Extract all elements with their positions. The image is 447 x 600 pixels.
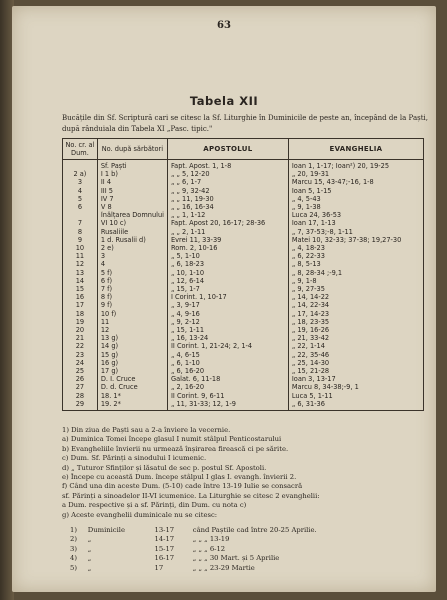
table-row xyxy=(63,318,424,326)
cell-evanghelia: „ 14, 22-34 xyxy=(288,301,423,309)
footnote-line: a) Duminica Tomei începe glasul I numit stâlpul Penticostarului xyxy=(62,435,282,444)
cell-evanghelia: „ 19, 16-26 xyxy=(288,326,423,334)
schedule-text: „ „ „ 6-12 xyxy=(192,544,226,553)
cell-apostol: I Corint. 1, 10-17 xyxy=(167,293,288,301)
cell-no: 6 f) xyxy=(97,277,167,285)
table-row xyxy=(63,178,424,186)
table-row xyxy=(63,170,424,178)
table-row xyxy=(63,160,424,171)
header-nr: No. cr. al Dum. xyxy=(63,139,98,160)
intro-paragraph: Bucățile din Sf. Scriptură cari se citesc la Sf. Liturghie în Duminicile de peste an, începând de la Paști, după rânduiala din Tabela XI „Pasc. tipic." xyxy=(62,114,428,133)
table-row xyxy=(63,326,424,334)
schedule-text: „ „ „ 23-29 Martie xyxy=(192,563,255,572)
table-row xyxy=(63,252,424,260)
cell-no: D. d. Cruce xyxy=(97,383,167,391)
cell-apostol: „ 5, 1-10 xyxy=(167,252,288,260)
cell-nr: 11 xyxy=(63,252,98,260)
cell-nr: 7 xyxy=(63,219,98,227)
schedule-label: „ xyxy=(87,554,92,563)
cell-no: Înălțarea Domnului xyxy=(97,211,167,219)
cell-no: 17 g) xyxy=(97,367,167,375)
cell-apostol: „ 12, 6-14 xyxy=(167,277,288,285)
table-header-row xyxy=(63,139,424,160)
cell-nr xyxy=(63,211,98,219)
cell-nr: 23 xyxy=(63,351,98,359)
schedule-range: 17 xyxy=(154,563,164,572)
table-row xyxy=(63,293,424,301)
header-apostol: APOSTOLUL xyxy=(167,139,288,160)
table-row xyxy=(63,195,424,203)
cell-nr: 3 xyxy=(63,178,98,186)
footnote-line: sf. Părinți a sinoadelor II-VI icumenice. La Liturghie se citesc 2 evanghelii: xyxy=(62,491,320,500)
footnote-line: e) Începe cu această Dum. începe stâlpul I glas I. evangh. învierii 2. xyxy=(62,473,297,482)
cell-nr: 5 xyxy=(63,195,98,203)
footnote-line: a Dum. respective și a sf. Părinți, din Dum. cu nota c) xyxy=(62,501,247,510)
cell-nr: 22 xyxy=(63,342,98,350)
cell-no: Sf. Paști xyxy=(97,160,167,171)
cell-apostol: „ 6, 1-10 xyxy=(167,359,288,367)
table-row xyxy=(63,359,424,367)
schedule-row xyxy=(70,545,400,554)
cell-evanghelia: „ 21, 33-42 xyxy=(288,334,423,342)
cell-apostol: „ 10, 1-10 xyxy=(167,269,288,277)
cell-nr: 8 xyxy=(63,228,98,236)
cell-nr: 17 xyxy=(63,301,98,309)
table-row xyxy=(63,375,424,383)
cell-apostol: Rom. 2, 10-16 xyxy=(167,244,288,252)
table-row xyxy=(63,351,424,359)
table-row xyxy=(63,269,424,277)
cell-no: 9 f) xyxy=(97,301,167,309)
gospel-omission-schedule xyxy=(70,526,400,573)
cell-no: 5 f) xyxy=(97,269,167,277)
schedule-label: „ xyxy=(87,535,92,544)
schedule-row xyxy=(70,535,400,544)
cell-nr: 27 xyxy=(63,383,98,391)
cell-no: 7 f) xyxy=(97,285,167,293)
schedule-range: 13-17 xyxy=(154,526,175,534)
cell-no: III 5 xyxy=(97,187,167,195)
schedule-range: 16-17 xyxy=(154,554,175,563)
book-page xyxy=(12,6,436,592)
cell-nr: 15 xyxy=(63,285,98,293)
cell-apostol: „ 11, 31-33; 12, 1-9 xyxy=(167,400,288,411)
table-row xyxy=(63,285,424,293)
cell-nr: 21 xyxy=(63,334,98,342)
cell-nr: 9 xyxy=(63,236,98,244)
footnote-line: f) Când una din aceste Dum. (5-10) cade între 13-19 Iulie se consacră xyxy=(62,482,303,491)
cell-no: 8 f) xyxy=(97,293,167,301)
schedule-range: 14-17 xyxy=(154,535,175,544)
schedule-row xyxy=(70,564,400,573)
footnote-line: 1) Din ziua de Paști sau a 2-a înviere la vecernie. xyxy=(62,426,231,434)
cell-apostol: „ 15, 1-11 xyxy=(167,326,288,334)
table-row xyxy=(63,219,424,227)
footnote-line: b) Evangheliile învierii nu urmează înșirarea firească ci pe sărite. xyxy=(62,444,289,453)
cell-apostol: „ 4, 9-16 xyxy=(167,310,288,318)
cell-evanghelia: „ 8, 28-34 ;-9,1 xyxy=(288,269,423,277)
cell-evanghelia: „ 25, 14-30 xyxy=(288,359,423,367)
cell-evanghelia: „ 20, 19-31 xyxy=(288,170,423,178)
table-row xyxy=(63,244,424,252)
table-row xyxy=(63,367,424,375)
cell-apostol: „ „ 2, 1-11 xyxy=(167,228,288,236)
cell-evanghelia: „ 17, 14-23 xyxy=(288,310,423,318)
cell-apostol: „ 6, 16-20 xyxy=(167,367,288,375)
cell-apostol: II Corint. 9, 6-11 xyxy=(167,392,288,400)
cell-evanghelia: „ 6, 31-36 xyxy=(288,400,423,411)
cell-nr: 10 xyxy=(63,244,98,252)
cell-nr: 4 xyxy=(63,187,98,195)
cell-apostol: „ 16, 13-24 xyxy=(167,334,288,342)
schedule-label: Duminicile xyxy=(87,526,125,534)
cell-apostol: „ „ 6, 1-7 xyxy=(167,178,288,186)
cell-nr: 16 xyxy=(63,293,98,301)
cell-apostol: II Corint. 1, 21-24; 2, 1-4 xyxy=(167,342,288,350)
cell-apostol: Fapt. Apost 20, 16-17; 28-36 xyxy=(167,219,288,227)
table-title: Tabela XII xyxy=(189,94,259,108)
table-row xyxy=(63,277,424,285)
cell-nr: 18 xyxy=(63,310,98,318)
table-row xyxy=(63,211,424,219)
cell-nr: 12 xyxy=(63,260,98,268)
cell-no: IV 7 xyxy=(97,195,167,203)
table-row xyxy=(63,334,424,342)
table-row xyxy=(63,236,424,244)
footnote-line: c) Dum. Sf. Părinți a sinodului I icumenic. xyxy=(62,454,207,463)
cell-apostol: „ 2, 16-20 xyxy=(167,383,288,391)
cell-nr: 13 xyxy=(63,269,98,277)
cell-apostol: „ 3, 9-17 xyxy=(167,301,288,309)
schedule-row xyxy=(70,554,400,563)
header-evanghelia: EVANGHELIA xyxy=(288,139,423,160)
schedule-idx: 2) xyxy=(70,535,77,544)
cell-nr: 14 xyxy=(63,277,98,285)
table-row xyxy=(63,228,424,236)
cell-nr: 20 xyxy=(63,326,98,334)
schedule-text: „ „ „ 13-19 xyxy=(192,535,230,544)
schedule-idx: 1) xyxy=(70,526,77,534)
cell-nr: 2 a) xyxy=(63,170,98,178)
cell-no: 14 g) xyxy=(97,342,167,350)
schedule-idx: 4) xyxy=(70,554,77,563)
cell-nr: 19 xyxy=(63,318,98,326)
cell-evanghelia: Matei 10, 32-33; 37-38; 19,27-30 xyxy=(288,236,423,244)
cell-evanghelia: „ 15, 21-28 xyxy=(288,367,423,375)
readings-table xyxy=(62,138,424,411)
cell-no: 1 d. Rusalii d) xyxy=(97,236,167,244)
cell-nr: 26 xyxy=(63,375,98,383)
schedule-label: „ xyxy=(87,563,92,572)
cell-evanghelia: Marcu 8, 34-38;-9, 1 xyxy=(288,383,423,391)
cell-evanghelia: „ 22, 35-46 xyxy=(288,351,423,359)
cell-no: 19. 2* xyxy=(97,400,167,411)
cell-no: 15 g) xyxy=(97,351,167,359)
table-row xyxy=(63,342,424,350)
cell-no: 10 f) xyxy=(97,310,167,318)
cell-no: 3 xyxy=(97,252,167,260)
cell-nr: 24 xyxy=(63,359,98,367)
cell-no: 12 xyxy=(97,326,167,334)
cell-evanghelia: „ 6, 22-33 xyxy=(288,252,423,260)
cell-nr: 29 xyxy=(63,400,98,411)
cell-apostol: „ 15, 1-7 xyxy=(167,285,288,293)
cell-evanghelia: „ 8, 5-13 xyxy=(288,260,423,268)
table-row xyxy=(63,392,424,400)
cell-no: 2 e) xyxy=(97,244,167,252)
table-row xyxy=(63,187,424,195)
schedule-range: 15-17 xyxy=(154,544,175,553)
schedule-idx: 5) xyxy=(70,563,77,572)
cell-evanghelia: „ 18, 23-35 xyxy=(288,318,423,326)
cell-nr xyxy=(63,160,98,171)
cell-apostol: „ „ 9, 32-42 xyxy=(167,187,288,195)
header-no: No. după sărbători xyxy=(97,139,167,160)
cell-no: 16 g) xyxy=(97,359,167,367)
cell-no: 18. 1* xyxy=(97,392,167,400)
cell-no: 11 xyxy=(97,318,167,326)
cell-evanghelia: „ 4, 18-23 xyxy=(288,244,423,252)
schedule-text: când Paștile cad între 20-25 Aprilie. xyxy=(192,526,317,534)
table-row xyxy=(63,383,424,391)
cell-apostol: „ „ 11, 19-30 xyxy=(167,195,288,203)
cell-evanghelia: Ioan 3, 13-17 xyxy=(288,375,423,383)
cell-apostol: „ 6, 18-23 xyxy=(167,260,288,268)
schedule-idx: 3) xyxy=(70,544,77,553)
cell-no: VI 10 c) xyxy=(97,219,167,227)
cell-no: 4 xyxy=(97,260,167,268)
cell-evanghelia: „ 14, 14-22 xyxy=(288,293,423,301)
cell-nr: 25 xyxy=(63,367,98,375)
footnote-line: g) Aceste evanghelii duminicale nu se citesc: xyxy=(62,510,218,519)
cell-apostol: Fapt. Apost. 1, 1-8 xyxy=(167,160,288,171)
cell-no: D. I. Cruce xyxy=(97,375,167,383)
cell-apostol: „ 9, 2-12 xyxy=(167,318,288,326)
cell-evanghelia: „ 4, 5-43 xyxy=(288,195,423,203)
cell-no: Rusaliile xyxy=(97,228,167,236)
schedule-text: „ „ „ 30 Mart. și 5 Aprilie xyxy=(192,554,280,563)
cell-nr: 6 xyxy=(63,203,98,211)
cell-apostol: „ 4, 6-15 xyxy=(167,351,288,359)
cell-evanghelia: Ioan 17, 1-13 xyxy=(288,219,423,227)
cell-evanghelia: „ 9, 1-38 xyxy=(288,203,423,211)
cell-no: II 4 xyxy=(97,178,167,186)
cell-apostol: Evrei 11, 33-39 xyxy=(167,236,288,244)
cell-apostol: „ „ 16, 16-34 xyxy=(167,203,288,211)
cell-evanghelia: Luca 5, 1-11 xyxy=(288,392,423,400)
cell-evanghelia: Ioan 1, 1-17; Ioan²) 20, 19-25 xyxy=(288,160,423,171)
cell-no: 13 g) xyxy=(97,334,167,342)
cell-evanghelia: „ 9, 1-8 xyxy=(288,277,423,285)
cell-evanghelia: Marcu 15, 43-47;-16, 1-8 xyxy=(288,178,423,186)
cell-apostol: „ „ 1, 1-12 xyxy=(167,211,288,219)
cell-evanghelia: Ioan 5, 1-15 xyxy=(288,187,423,195)
cell-evanghelia: Luca 24, 36-53 xyxy=(288,211,423,219)
cell-no: V 8 xyxy=(97,203,167,211)
cell-evanghelia: „ 7, 37-53;-8, 1-11 xyxy=(288,228,423,236)
cell-nr: 28 xyxy=(63,392,98,400)
footnote-line: d) „ Tuturor Sfinților și lăsatul de sec p. postul Sf. Apostoli. xyxy=(62,463,267,472)
page-number: 63 xyxy=(217,20,231,31)
table-row xyxy=(63,400,424,411)
table-row xyxy=(63,260,424,268)
table-row xyxy=(63,310,424,318)
cell-evanghelia: „ 22, 1-14 xyxy=(288,342,423,350)
cell-apostol: „ „ 5, 12-20 xyxy=(167,170,288,178)
cell-no: I 1 b) xyxy=(97,170,167,178)
table-row xyxy=(63,203,424,211)
table-row xyxy=(63,301,424,309)
schedule-label: „ xyxy=(87,544,92,553)
cell-apostol: Galat. 6, 11-18 xyxy=(167,375,288,383)
footnotes xyxy=(62,426,428,520)
schedule-row xyxy=(70,526,400,535)
cell-evanghelia: „ 9, 27-35 xyxy=(288,285,423,293)
